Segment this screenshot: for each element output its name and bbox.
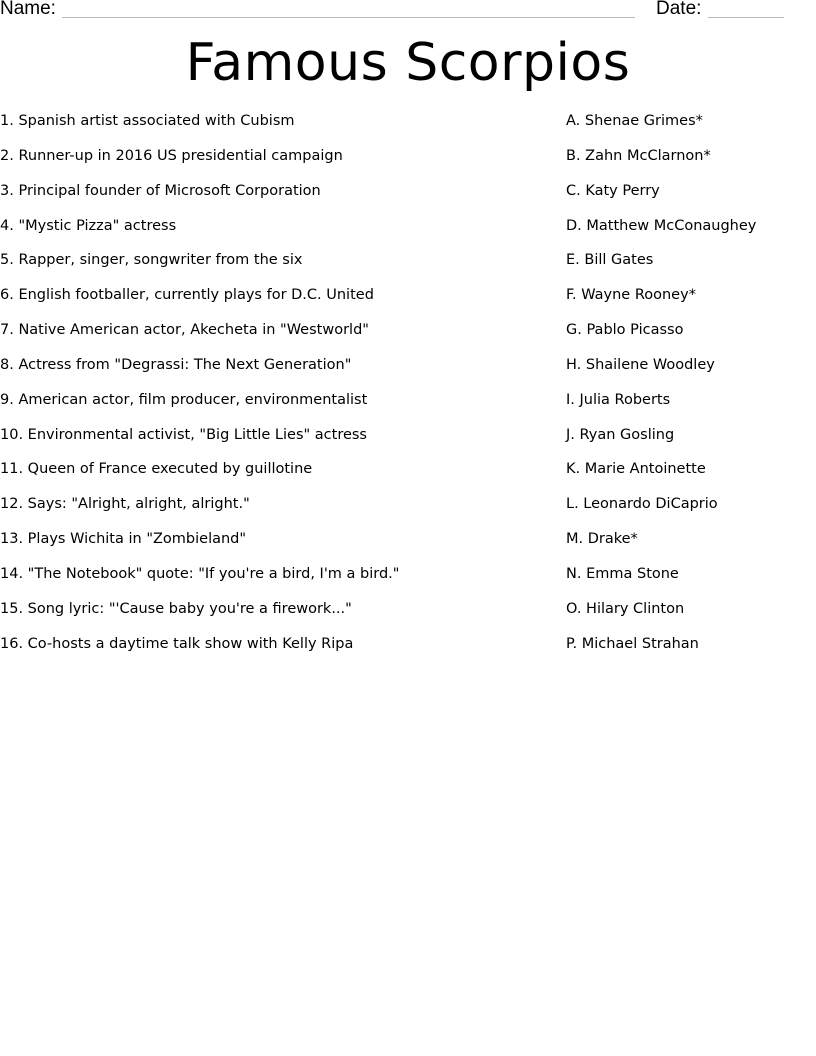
clue-number: 14. [0, 565, 24, 582]
clue-text: Actress from "Degrassi: The Next Generation" [18, 356, 352, 373]
answer-item [566, 634, 806, 669]
clue-number: 9. [0, 391, 14, 408]
clue-list [0, 111, 540, 669]
clue-item [0, 250, 540, 285]
clue-text: English footballer, currently plays for D.C. United [18, 287, 374, 304]
clue-text: "Mystic Pizza" actress [18, 217, 177, 234]
answer-letter: E. [566, 252, 580, 269]
answer-text: Shenae Grimes* [584, 113, 703, 129]
answer-letter: F. [566, 287, 577, 304]
clue-text: Says: "Alright, alright, alright." [27, 496, 250, 513]
answer-text: Shailene Woodley [585, 356, 715, 373]
answer-item [566, 250, 806, 285]
clue-item [0, 111, 540, 146]
clue-item [0, 216, 540, 251]
answer-text: Katy Perry [585, 182, 660, 199]
clue-item [0, 146, 540, 181]
answer-text: Matthew McConaughey [586, 217, 757, 234]
answer-text: Leonardo DiCaprio [583, 496, 718, 513]
clue-number: 15. [0, 600, 24, 617]
answer-item [566, 320, 806, 355]
answer-item [566, 146, 806, 181]
clue-text: American actor, film producer, environmentalist [18, 391, 368, 408]
clue-number: 1. [0, 113, 14, 129]
clue-number: 13. [0, 531, 24, 548]
clue-text: Environmental activist, "Big Little Lies" actress [27, 426, 367, 443]
answer-item [566, 529, 806, 564]
clue-item [0, 285, 540, 320]
clue-item [0, 425, 540, 460]
date-label: Date: [656, 0, 702, 19]
date-field[interactable] [708, 17, 784, 18]
clue-item [0, 320, 540, 355]
answer-item [566, 459, 806, 494]
clue-item [0, 564, 540, 599]
answer-item [566, 285, 806, 320]
clue-text: Queen of France executed by guillotine [27, 461, 313, 478]
clue-text: Plays Wichita in "Zombieland" [27, 531, 247, 548]
clue-number: 16. [0, 635, 24, 652]
answer-list [566, 111, 806, 669]
answer-letter: D. [566, 217, 582, 234]
answer-text: Bill Gates [584, 252, 654, 269]
answer-letter: O. [566, 600, 582, 617]
clue-item [0, 459, 540, 494]
clue-item [0, 494, 540, 529]
clue-text: Song lyric: "'Cause baby you're a firework..." [27, 600, 352, 617]
worksheet-header [0, 0, 816, 24]
answer-text: Emma Stone [586, 565, 679, 582]
clue-text: Spanish artist associated with Cubism [18, 113, 295, 129]
clue-item [0, 599, 540, 634]
answer-letter: B. [566, 147, 581, 164]
clue-text: Co-hosts a daytime talk show with Kelly Ripa [27, 635, 354, 652]
answer-letter: M. [566, 531, 584, 548]
clue-item [0, 181, 540, 216]
answer-letter: K. [566, 461, 581, 478]
answer-letter: I. [566, 391, 575, 408]
answer-text: Wayne Rooney* [581, 287, 696, 304]
answer-letter: P. [566, 635, 578, 652]
clue-text: Rapper, singer, songwriter from the six [18, 252, 303, 269]
name-field[interactable] [62, 17, 635, 18]
clue-item [0, 529, 540, 564]
clue-number: 8. [0, 356, 14, 373]
answer-letter: A. [566, 113, 581, 129]
clue-item [0, 390, 540, 425]
clue-item [0, 634, 540, 669]
answer-item [566, 181, 806, 216]
answer-item [566, 494, 806, 529]
clue-text: Runner-up in 2016 US presidential campaign [18, 147, 343, 164]
answer-item [566, 111, 806, 146]
answer-text: Drake* [587, 531, 638, 548]
clue-number: 5. [0, 252, 14, 269]
answer-item [566, 355, 806, 390]
answer-item [566, 425, 806, 460]
answer-text: Michael Strahan [581, 635, 699, 652]
answer-item [566, 599, 806, 634]
answer-text: Marie Antoinette [584, 461, 706, 478]
answer-text: Julia Roberts [579, 391, 671, 408]
clue-number: 3. [0, 182, 14, 199]
answer-text: Ryan Gosling [579, 426, 675, 443]
clue-text: Principal founder of Microsoft Corporation [18, 182, 321, 199]
answer-item [566, 216, 806, 251]
answer-text: Zahn McClarnon* [585, 147, 711, 164]
answer-text: Hilary Clinton [586, 600, 685, 617]
name-label: Name: [0, 0, 56, 19]
answer-item [566, 390, 806, 425]
clue-text: "The Notebook" quote: "If you're a bird, I'm a bird." [27, 565, 400, 582]
clue-number: 10. [0, 426, 24, 443]
answer-letter: H. [566, 356, 582, 373]
clue-text: Native American actor, Akecheta in "Westworld" [18, 322, 369, 339]
answer-letter: N. [566, 565, 582, 582]
clue-number: 7. [0, 322, 14, 339]
clue-number: 11. [0, 461, 24, 478]
page-title: Famous Scorpios [185, 33, 631, 93]
answer-letter: J. [566, 426, 575, 443]
answer-letter: L. [566, 496, 579, 513]
answer-letter: G. [566, 322, 582, 339]
answer-letter: C. [566, 182, 581, 199]
clue-number: 4. [0, 217, 14, 234]
answer-text: Pablo Picasso [586, 322, 684, 339]
clue-number: 2. [0, 147, 14, 164]
clue-number: 6. [0, 287, 14, 304]
clue-item [0, 355, 540, 390]
clue-number: 12. [0, 496, 24, 513]
answer-item [566, 564, 806, 599]
